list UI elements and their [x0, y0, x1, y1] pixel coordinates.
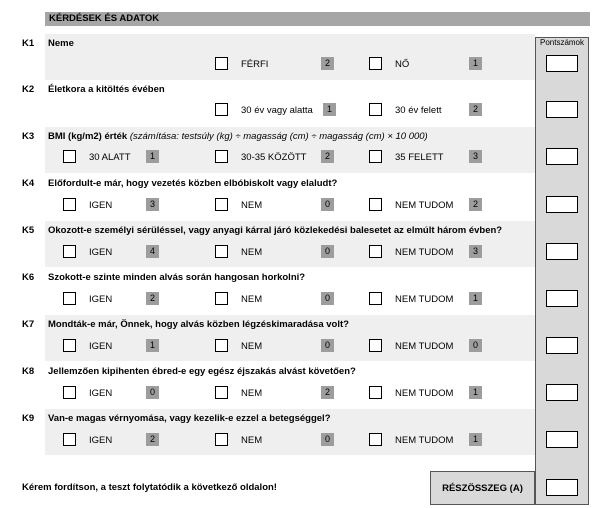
option-score: 2 — [321, 57, 334, 70]
question-text — [48, 38, 74, 49]
points-box[interactable] — [546, 55, 578, 72]
question-text — [48, 178, 337, 189]
question-text — [48, 272, 305, 283]
question-text-main: Jellemzően kipihenten ébred-e egy egész éjszakás alvást követően? — [48, 366, 356, 377]
points-box[interactable] — [546, 148, 578, 165]
question-text — [48, 225, 502, 236]
option-score: 3 — [469, 245, 482, 258]
question-note: (számítása: testsúly (kg) ÷ magasság (cm) ÷ magasság (cm) × 10 000) — [129, 131, 428, 142]
option-label: NEM TUDOM — [395, 247, 454, 258]
option-label: IGEN — [89, 388, 113, 399]
question-text-main: BMI (kg/m2) érték — [48, 131, 128, 142]
option-checkbox[interactable] — [63, 150, 76, 163]
option-checkbox[interactable] — [369, 57, 382, 70]
points-box[interactable] — [546, 337, 578, 354]
points-box[interactable] — [546, 384, 578, 401]
option-label: 30 év vagy alatta — [241, 105, 313, 116]
option-checkbox[interactable] — [215, 103, 228, 116]
question-id: K4 — [22, 178, 35, 189]
option-score: 2 — [469, 103, 482, 116]
option-checkbox[interactable] — [63, 433, 76, 446]
option-label: FÉRFI — [241, 59, 269, 70]
option-checkbox[interactable] — [215, 339, 228, 352]
option-checkbox[interactable] — [369, 339, 382, 352]
option-label: 30 ALATT — [89, 152, 131, 163]
question-text-main: Mondták-e már, Önnek, hogy alvás közben légzéskimaradása volt? — [48, 319, 349, 330]
question-text-main: Előfordult-e már, hogy vezetés közben elbóbiskolt vagy elaludt? — [48, 178, 338, 189]
option-label: 30 év felett — [395, 105, 442, 116]
option-label: IGEN — [89, 200, 113, 211]
continue-note: Kérem fordítson, a teszt folytatódik a következő oldalon! — [22, 482, 277, 493]
option-score: 1 — [469, 292, 482, 305]
question-id: K6 — [22, 272, 35, 283]
option-checkbox[interactable] — [369, 245, 382, 258]
option-score: 2 — [146, 433, 159, 446]
option-score: 1 — [146, 150, 159, 163]
option-checkbox[interactable] — [215, 245, 228, 258]
option-score: 3 — [146, 198, 159, 211]
option-checkbox[interactable] — [215, 57, 228, 70]
points-box[interactable] — [546, 290, 578, 307]
subtotal-points-box[interactable] — [546, 479, 578, 496]
option-checkbox[interactable] — [215, 198, 228, 211]
points-column-label: Pontszámok — [539, 38, 585, 47]
option-score: 1 — [323, 103, 336, 116]
question-text-main: Van-e magas vérnyomása, vagy kezelik-e ezzel a betegséggel? — [48, 413, 331, 424]
option-score: 4 — [146, 245, 159, 258]
option-score: 2 — [146, 292, 159, 305]
option-label: NEM — [241, 388, 263, 399]
option-label: NEM TUDOM — [395, 435, 454, 446]
subtotal-label: RÉSZÖSSZEG (A) — [430, 471, 535, 505]
question-id: K7 — [22, 319, 35, 330]
option-score: 2 — [321, 150, 334, 163]
points-box[interactable] — [546, 431, 578, 448]
question-id: K1 — [22, 38, 35, 49]
option-checkbox[interactable] — [63, 245, 76, 258]
option-score: 1 — [469, 57, 482, 70]
option-checkbox[interactable] — [369, 433, 382, 446]
option-score: 0 — [469, 339, 482, 352]
option-label: NEM TUDOM — [395, 294, 454, 305]
option-label: IGEN — [89, 341, 113, 352]
question-band — [45, 34, 535, 80]
option-score: 0 — [321, 433, 334, 446]
option-score: 1 — [469, 386, 482, 399]
option-score: 1 — [146, 339, 159, 352]
question-text — [48, 366, 356, 377]
option-checkbox[interactable] — [369, 386, 382, 399]
question-id: K2 — [22, 84, 35, 95]
option-label: NŐ — [395, 59, 410, 70]
question-text — [48, 413, 331, 424]
question-text-main: Életkora a kitöltés évében — [48, 84, 165, 95]
option-checkbox[interactable] — [63, 292, 76, 305]
option-label: NEM — [241, 341, 263, 352]
question-id: K9 — [22, 413, 35, 424]
option-label: NEM TUDOM — [395, 388, 454, 399]
option-label: NEM — [241, 435, 263, 446]
option-score: 2 — [321, 386, 334, 399]
points-box[interactable] — [546, 196, 578, 213]
question-text-main: Szokott-e szinte minden alvás során hangosan horkolni? — [48, 272, 306, 283]
option-score: 0 — [321, 198, 334, 211]
option-checkbox[interactable] — [63, 339, 76, 352]
points-box[interactable] — [546, 101, 578, 118]
question-text — [48, 131, 428, 142]
option-checkbox[interactable] — [369, 103, 382, 116]
option-score: 1 — [469, 433, 482, 446]
option-checkbox[interactable] — [369, 198, 382, 211]
option-label: NEM TUDOM — [395, 341, 454, 352]
option-score: 2 — [469, 198, 482, 211]
points-box[interactable] — [546, 243, 578, 260]
question-text-main: Neme — [48, 38, 74, 49]
question-text — [48, 84, 165, 95]
option-label: IGEN — [89, 247, 113, 258]
option-checkbox[interactable] — [63, 198, 76, 211]
option-checkbox[interactable] — [215, 292, 228, 305]
question-id: K5 — [22, 225, 35, 236]
option-label: NEM — [241, 200, 263, 211]
option-score: 3 — [469, 150, 482, 163]
section-header: KÉRDÉSEK ÉS ADATOK — [45, 12, 590, 26]
option-checkbox[interactable] — [215, 386, 228, 399]
option-label: 35 FELETT — [395, 152, 444, 163]
option-label: NEM — [241, 294, 263, 305]
option-checkbox[interactable] — [369, 292, 382, 305]
option-checkbox[interactable] — [369, 150, 382, 163]
option-label: NEM TUDOM — [395, 200, 454, 211]
question-id: K3 — [22, 131, 35, 142]
option-score: 0 — [321, 245, 334, 258]
option-label: 30-35 KÖZÖTT — [241, 152, 307, 163]
question-id: K8 — [22, 366, 35, 377]
question-text — [48, 319, 349, 330]
option-score: 0 — [146, 386, 159, 399]
option-label: IGEN — [89, 435, 113, 446]
option-label: IGEN — [89, 294, 113, 305]
option-score: 0 — [321, 292, 334, 305]
option-label: NEM — [241, 247, 263, 258]
option-checkbox[interactable] — [215, 433, 228, 446]
option-checkbox[interactable] — [63, 386, 76, 399]
question-text-main: Okozott-e személyi sérüléssel, vagy anyagi kárral járó közlekedési balesetet az elmúlt három évben? — [48, 225, 503, 236]
option-score: 0 — [321, 339, 334, 352]
option-checkbox[interactable] — [215, 150, 228, 163]
